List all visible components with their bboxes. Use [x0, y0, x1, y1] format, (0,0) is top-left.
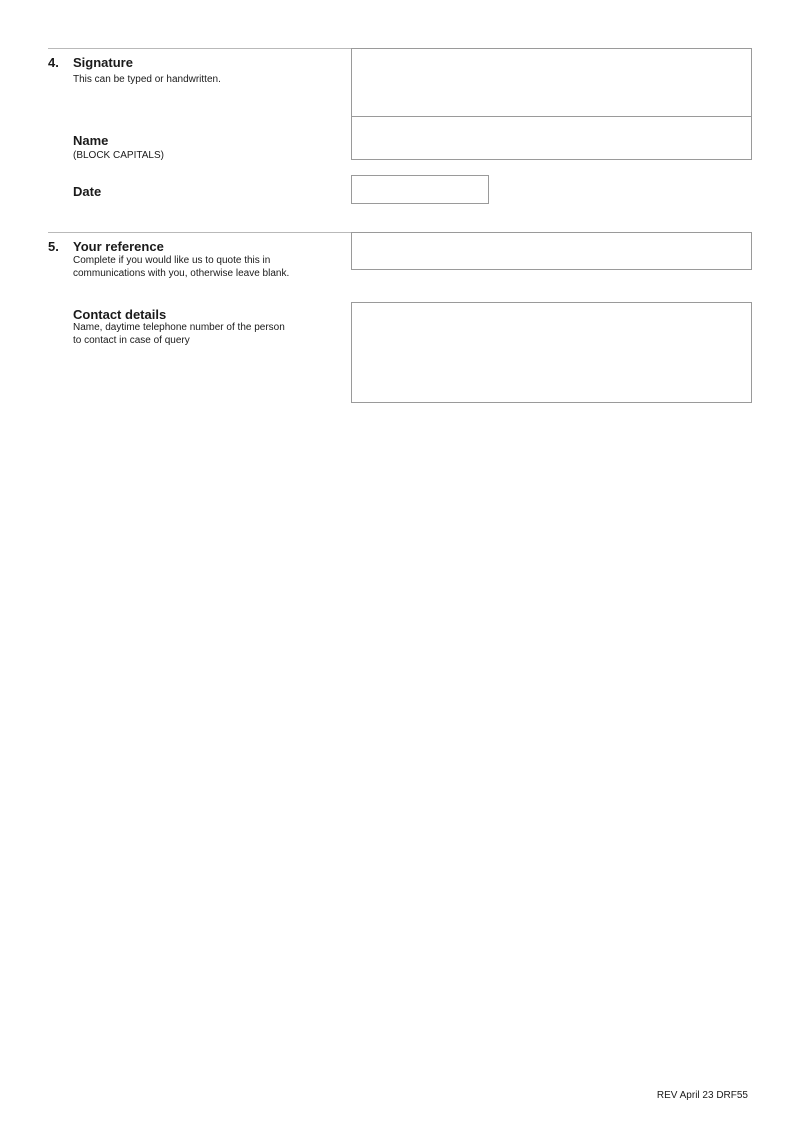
name-label: Name — [73, 133, 109, 148]
section-4-divider — [48, 48, 400, 49]
name-hint: (BLOCK CAPITALS) — [73, 150, 164, 161]
signature-field[interactable] — [351, 48, 752, 117]
name-field[interactable] — [351, 116, 752, 160]
signature-hint: This can be typed or handwritten. — [73, 74, 221, 85]
date-field[interactable] — [351, 175, 489, 204]
your-reference-hint-line-1: Complete if you would like us to quote this in — [73, 255, 271, 266]
date-label: Date — [73, 184, 102, 199]
contact-details-hint-line-1: Name, daytime telephone number of the person — [73, 322, 285, 333]
your-reference-field[interactable] — [351, 232, 752, 270]
section-5-number: 5. — [48, 239, 59, 254]
section-5-divider — [48, 232, 400, 233]
section-4-number: 4. — [48, 55, 59, 70]
your-reference-hint-line-2: communications with you, otherwise leave blank. — [73, 268, 290, 279]
your-reference-label: Your reference — [73, 239, 164, 254]
contact-details-hint-line-2: to contact in case of query — [73, 335, 190, 346]
contact-details-field[interactable] — [351, 302, 752, 403]
signature-label: Signature — [73, 55, 133, 70]
contact-details-label: Contact details — [73, 307, 167, 322]
form-revision-footer: REV April 23 DRF55 — [656, 1090, 748, 1101]
